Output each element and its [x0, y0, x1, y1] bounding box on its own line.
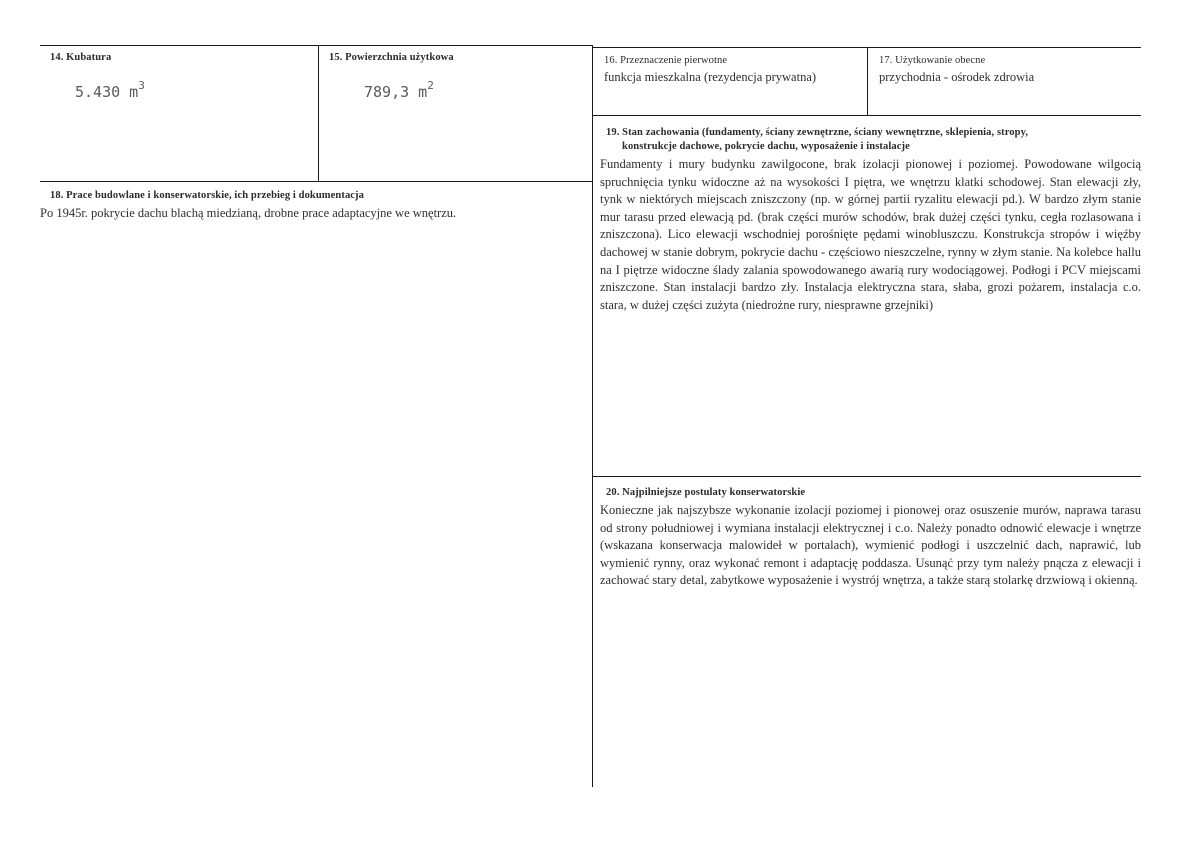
kubatura-exponent: 3	[138, 79, 145, 92]
stan-label-line2: konstrukcje dachowe, pokrycie dachu, wyposażenie i instalacje	[622, 141, 910, 152]
kubatura-label: 14. Kubatura	[50, 52, 112, 63]
przeznaczenie-value: funkcja mieszkalna (rezydencja prywatna)	[604, 70, 817, 84]
prace-label: 18. Prace budowlane i konserwatorskie, ich przebieg i dokumentacja	[50, 190, 365, 201]
divider-main	[592, 45, 593, 787]
divider-uzytkowanie	[867, 47, 868, 115]
przeznaczenie-label: 16. Przeznaczenie pierwotne	[604, 55, 728, 66]
uzytkowanie-value: przychodnia - ośrodek zdrowia	[879, 70, 1035, 84]
powierzchnia-value	[364, 81, 434, 101]
postulaty-value: Konieczne jak najszybsze wykonanie izolacji poziomej i pionowej oraz osuszenie murów, naprawa tarasu od strony południowej i wymiana instalacji elektrycznej i c.o. Należy ponadto odnowić elewacje i wnętrze (wskazana konserwacja malowideł w portalach), wymienić podłogi i uszczelnić dach, naprawić, lub wymienić rynny, oraz wykonać remont i adaptację poddasza. Usunąć przy tym należy pnącza z elewacji i zachować stary detal, zabytkowe wyposażenie i wystrój wnętrza, a także starą stolarkę drzwiową i okienną.	[600, 503, 1141, 588]
powierzchnia-value-text: 789,3 m	[364, 83, 428, 101]
divider-kubatura	[318, 45, 319, 181]
uzytkowanie-label: 17. Użytkowanie obecne	[879, 55, 986, 66]
row-divider-20	[592, 476, 1141, 477]
top-border-left	[40, 45, 592, 46]
powierzchnia-label: 15. Powierzchnia użytkowa	[329, 52, 454, 63]
stan-value: Fundamenty i mury budynku zawilgocone, brak izolacji pionowej i poziomej. Powodowane wilgocią spruchnięcia tynku widoczne aż na wysokości I piętra, we wnętrzu klatki schodowej. Stan elewacji zły, tynk w niektórych miejscach zniszczony (np. w górnej partii ryzalitu elewacji pd.). W bardzo złym stanie mur tarasu przed elewacją pd. (brak części murów schodów, brak dużej części tynku, cegła rozlasowana i zniszczona). Lico elewacji wschodniej porośnięte pędami winobluszczu. Konstrukcja stropów i więźby dachowej w stanie dobrym, pokrycie dachu - częściowo nieszczelne, rynny w złym stanie. Na kolebce hallu na I piętrze widoczne ślady zalania spowodowanego awarią rury wodociągowej. Podłogi i PCV miejscami zniszczone. Stan instalacji bardzo zły. Instalacja elektryczna stara, słaba, grozi pożarem, instalacja c.o. stara, w dużej części zużyta (niedrożne rury, niesprawne grzejniki)	[600, 157, 1141, 312]
postulaty-label: 20. Najpilniejsze postulaty konserwatorskie	[606, 487, 806, 498]
kubatura-value	[75, 81, 145, 101]
prace-value: Po 1945r. pokrycie dachu blachą miedzianą, drobne prace adaptacyjne we wnętrzu.	[40, 206, 457, 220]
kubatura-value-text: 5.430 m	[75, 83, 139, 101]
stan-label-line1: 19. Stan zachowania (fundamenty, ściany zewnętrzne, ściany wewnętrzne, sklepienia, stropy,	[606, 127, 1029, 138]
row-divider-16-17	[592, 115, 1141, 116]
powierzchnia-exponent: 2	[427, 79, 434, 92]
row-divider-18	[40, 181, 592, 182]
